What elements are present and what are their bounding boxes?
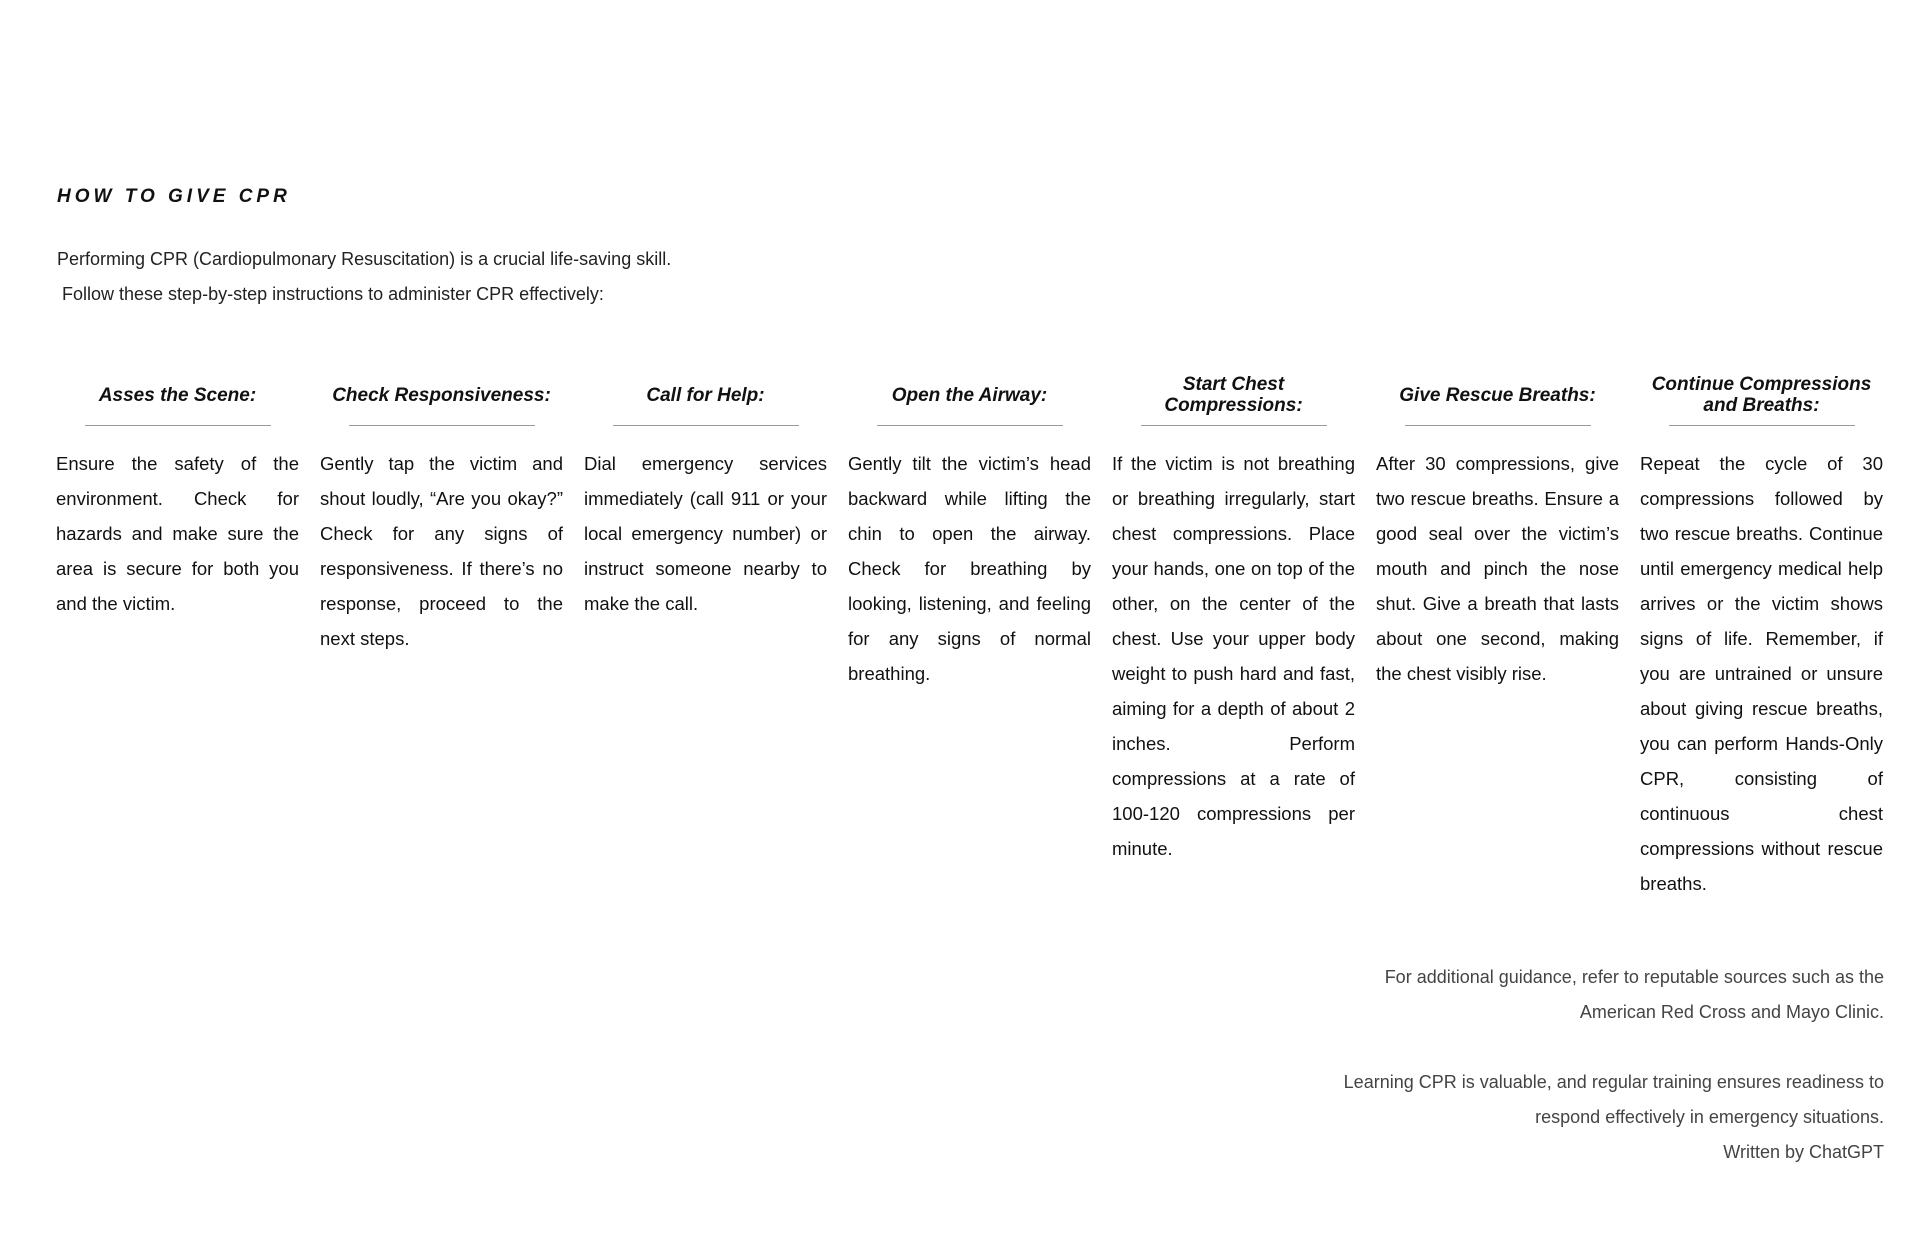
- step-divider: [613, 425, 799, 426]
- step-body: Gently tilt the victim’s head backward while lifting the chin to open the airway. Check for breathing by looking, listening, and feeling for any signs of normal breathing.: [848, 453, 1091, 684]
- step-heading: Check Responsiveness:: [332, 384, 551, 406]
- step-heading: Call for Help:: [646, 384, 765, 406]
- step-call-for-help: [584, 370, 827, 901]
- step-heading: Continue Compressions and Breaths:: [1651, 374, 1872, 416]
- step-body: Gently tap the victim and shout loudly, “Are you okay?” Check for any signs of responsiveness. If there’s no response, proceed to the next steps.: [320, 453, 563, 649]
- step-heading: Open the Airway:: [891, 384, 1048, 406]
- step-rescue-breaths: [1376, 370, 1619, 901]
- step-heading: Asses the Scene:: [98, 384, 257, 406]
- guidance-note: For additional guidance, refer to reputable sources such as the American Red Cross and Mayo Clinic.: [1384, 967, 1884, 1022]
- step-divider: [85, 425, 271, 426]
- intro-line-2: Follow these step-by-step instructions to administer CPR effectively:: [57, 284, 604, 304]
- intro: [57, 242, 671, 312]
- step-divider: [1141, 425, 1327, 426]
- step-body: After 30 compressions, give two rescue breaths. Ensure a good seal over the victim’s mouth and pinch the nose shut. Give a breath that lasts about one second, making the chest visibly rise.: [1376, 453, 1619, 684]
- step-body: Dial emergency services immediately (call 911 or your local emergency number) or instruct someone nearby to make the call.: [584, 453, 827, 614]
- step-body: If the victim is not breathing or breathing irregularly, start chest compressions. Place your hands, one on top of the other, on the center of the chest. Use your upper body weight to push hard and fast, aiming for a depth of about 2 inches. Perform compressions at a rate of 100-120 compressions per minute.: [1112, 453, 1355, 859]
- step-divider: [349, 425, 535, 426]
- closing-note: Learning CPR is valuable, and regular training ensures readiness to respond effectively in emergency situations.: [1343, 1072, 1884, 1127]
- step-continue-cycle: [1640, 370, 1883, 901]
- footer-spacer: [1324, 1030, 1884, 1065]
- author-credit: Written by ChatGPT: [1723, 1142, 1884, 1162]
- step-heading: Start Chest Compressions:: [1164, 374, 1303, 416]
- intro-line-1: Performing CPR (Cardiopulmonary Resuscitation) is a crucial life-saving skill.: [57, 249, 672, 269]
- step-body: Repeat the cycle of 30 compressions followed by two rescue breaths. Continue until emergency medical help arrives or the victim shows signs of life. Remember, if you are untrained or unsure about giving rescue breaths, you can perform Hands-Only CPR, consisting of continuous chest compressions without rescue breaths.: [1640, 453, 1883, 894]
- step-assess-scene: [56, 370, 299, 901]
- steps-grid: [56, 370, 1884, 901]
- step-divider: [1669, 425, 1855, 426]
- step-divider: [877, 425, 1063, 426]
- footer-notes: [1324, 960, 1884, 1170]
- step-chest-compressions: [1112, 370, 1355, 901]
- page-title: HOW TO GIVE CPR: [57, 186, 291, 207]
- step-open-airway: [848, 370, 1091, 901]
- step-divider: [1405, 425, 1591, 426]
- step-heading: Give Rescue Breaths:: [1399, 384, 1596, 406]
- step-check-responsiveness: [320, 370, 563, 901]
- step-body: Ensure the safety of the environment. Check for hazards and make sure the area is secure for both you and the victim.: [56, 453, 299, 614]
